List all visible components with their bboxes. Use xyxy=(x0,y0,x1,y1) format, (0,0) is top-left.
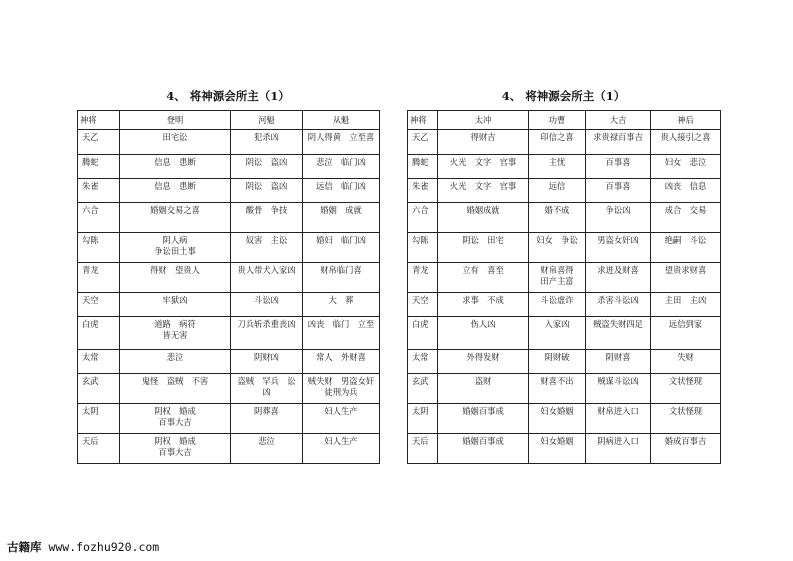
left-panel xyxy=(77,86,379,464)
right-table-cell: 印信之喜 xyxy=(529,130,586,155)
right-table-cell: 求事 不成 xyxy=(438,293,529,317)
right-table-cell: 远信 xyxy=(529,179,586,203)
left-table-cell: 信息 患断 xyxy=(120,155,231,179)
right-table-cell: 成合 交易 xyxy=(651,203,721,233)
right-table-cell: 得财吉 xyxy=(438,130,529,155)
right-table-cell: 主田 主凶 xyxy=(651,293,721,317)
left-table-cell: 阴葬喜 xyxy=(231,404,303,434)
right-table-cell: 婚不成 xyxy=(529,203,586,233)
right-table-cell: 伤人凶 xyxy=(438,317,529,350)
right-table-row xyxy=(408,404,721,434)
right-row-name: 天后 xyxy=(408,434,438,464)
right-header-cell: 功曹 xyxy=(529,111,586,130)
left-table-cell: 田宅讼 xyxy=(120,130,231,155)
left-table-cell: 牢狱凶 xyxy=(120,293,231,317)
footer xyxy=(7,539,159,555)
left-row-name: 青龙 xyxy=(78,263,120,293)
right-table-cell: 财帛进入口 xyxy=(586,404,651,434)
right-table-cell: 凶丧 信息 xyxy=(651,179,721,203)
right-row-name: 青龙 xyxy=(408,263,438,293)
left-row-name: 太阴 xyxy=(78,404,120,434)
left-header-cell: 河魁 xyxy=(231,111,303,130)
right-row-name: 太常 xyxy=(408,350,438,374)
right-table-cell: 求进及财喜 xyxy=(586,263,651,293)
left-table-cell: 常人 外财喜 xyxy=(303,350,380,374)
right-table-cell: 贼谋斗讼凶 xyxy=(586,374,651,404)
right-table-cell: 阴病进入口 xyxy=(586,434,651,464)
right-table-row xyxy=(408,350,721,374)
right-table-cell: 妇女婚姻 xyxy=(529,404,586,434)
right-header-cell: 大吉 xyxy=(586,111,651,130)
right-table-row xyxy=(408,293,721,317)
right-table-row xyxy=(408,374,721,404)
right-table-cell: 文状怪现 xyxy=(651,404,721,434)
right-table xyxy=(407,110,721,464)
left-table-row xyxy=(78,179,380,203)
left-table-cell: 酸骨 争技 xyxy=(231,203,303,233)
left-table-cell: 刀兵斩杀重丧凶 xyxy=(231,317,303,350)
right-row-name: 白虎 xyxy=(408,317,438,350)
left-table-cell: 妇人生产 xyxy=(303,404,380,434)
right-table-cell: 男盗女奸凶 xyxy=(586,233,651,263)
left-row-name: 朱雀 xyxy=(78,179,120,203)
left-row-name: 天后 xyxy=(78,434,120,464)
right-row-name: 朱雀 xyxy=(408,179,438,203)
right-table-cell: 绝嗣 斗讼 xyxy=(651,233,721,263)
left-row-name: 勾陈 xyxy=(78,233,120,263)
left-row-name: 腾蛇 xyxy=(78,155,120,179)
left-table-cell: 阴权 婚成 百事大吉 xyxy=(120,434,231,464)
left-table-cell: 信息 患断 xyxy=(120,179,231,203)
right-table-cell: 盗财 xyxy=(438,374,529,404)
left-table-cell: 远信 临门凶 xyxy=(303,179,380,203)
right-row-name: 天乙 xyxy=(408,130,438,155)
left-table-cell: 妇人生产 xyxy=(303,434,380,464)
left-table-cell: 悲泣 xyxy=(120,350,231,374)
left-row-name: 天乙 xyxy=(78,130,120,155)
footer-site-name: 古籍库 xyxy=(7,540,42,554)
right-table-row xyxy=(408,203,721,233)
left-table-cell: 斗讼凶 xyxy=(231,293,303,317)
left-table-cell: 得财 望贵人 xyxy=(120,263,231,293)
right-row-name: 六合 xyxy=(408,203,438,233)
right-table-cell: 求贵禄百事吉 xyxy=(586,130,651,155)
left-header-cell: 从魁 xyxy=(303,111,380,130)
footer-url[interactable]: www.fozhu920.com xyxy=(48,540,160,554)
left-table-cell: 鬼怪 盗贼 不害 xyxy=(120,374,231,404)
right-table-cell: 贼盗失财四足 xyxy=(586,317,651,350)
left-row-name: 太常 xyxy=(78,350,120,374)
left-table-cell: 悲泣 xyxy=(231,434,303,464)
left-table-cell: 道路 病符 皆无害 xyxy=(120,317,231,350)
right-table-row xyxy=(408,155,721,179)
left-table-cell: 财帛临门喜 xyxy=(303,263,380,293)
left-table-cell: 阴人得黄 立至喜 xyxy=(303,130,380,155)
left-table-cell: 悲泣 临门凶 xyxy=(303,155,380,179)
left-table-row xyxy=(78,374,380,404)
left-table-cell: 贵人带犬入家凶 xyxy=(231,263,303,293)
right-header-cell: 太冲 xyxy=(438,111,529,130)
right-table-row xyxy=(408,179,721,203)
left-table-cell: 大 葬 xyxy=(303,293,380,317)
right-table-cell: 争讼凶 xyxy=(586,203,651,233)
left-table-cell: 阴讼 盗凶 xyxy=(231,179,303,203)
right-table-cell: 杀害斗讼凶 xyxy=(586,293,651,317)
left-table-cell: 婚妇 临门凶 xyxy=(303,233,380,263)
left-table-row xyxy=(78,350,380,374)
left-title: 4、 将神源会所主（1） xyxy=(166,89,290,103)
right-table-row xyxy=(408,317,721,350)
right-table-cell: 婚成百事吉 xyxy=(651,434,721,464)
right-table-cell: 火光 文字 官事 xyxy=(438,155,529,179)
right-header-row xyxy=(408,111,721,130)
right-header-cell: 神后 xyxy=(651,111,721,130)
right-table-cell: 远信到家 xyxy=(651,317,721,350)
left-table-cell: 阴财凶 xyxy=(231,350,303,374)
right-table-cell: 望贵求财喜 xyxy=(651,263,721,293)
right-table-cell: 妇女 争讼 xyxy=(529,233,586,263)
left-table-row xyxy=(78,317,380,350)
left-table-cell: 阴人病 争讼田土事 xyxy=(120,233,231,263)
left-row-name: 天空 xyxy=(78,293,120,317)
right-table-cell: 火光 文字 官事 xyxy=(438,179,529,203)
right-row-name: 玄武 xyxy=(408,374,438,404)
left-table-cell: 犯杀凶 xyxy=(231,130,303,155)
right-table-row xyxy=(408,263,721,293)
right-table-row xyxy=(408,233,721,263)
right-table-cell: 财喜不出 xyxy=(529,374,586,404)
left-table-cell: 贼失财 男盗女奸 徒刑为兵 xyxy=(303,374,380,404)
right-table-row xyxy=(408,434,721,464)
left-row-name: 白虎 xyxy=(78,317,120,350)
right-header-cell: 神将 xyxy=(408,111,438,130)
right-table-cell: 外得发财 xyxy=(438,350,529,374)
right-row-name: 太阴 xyxy=(408,404,438,434)
left-table-row xyxy=(78,130,380,155)
right-table-row xyxy=(408,130,721,155)
right-table-cell: 百事喜 xyxy=(586,179,651,203)
left-row-name: 玄武 xyxy=(78,374,120,404)
left-table-row xyxy=(78,263,380,293)
right-table-cell: 婚姻百事成 xyxy=(438,404,529,434)
left-row-name: 六合 xyxy=(78,203,120,233)
left-table-cell: 奴害 主讼 xyxy=(231,233,303,263)
right-row-name: 腾蛇 xyxy=(408,155,438,179)
left-header-cell: 登明 xyxy=(120,111,231,130)
left-table-row xyxy=(78,404,380,434)
right-table-cell: 阴讼 田宅 xyxy=(438,233,529,263)
left-header-cell: 神将 xyxy=(78,111,120,130)
left-table-cell: 婚姻交易之喜 xyxy=(120,203,231,233)
left-header-row xyxy=(78,111,380,130)
right-table-cell: 财帛喜得 田产主富 xyxy=(529,263,586,293)
left-table-cell: 盗贼 罕兵 讼 凶 xyxy=(231,374,303,404)
left-table-cell: 凶丧 临门 立至 xyxy=(303,317,380,350)
left-table-row xyxy=(78,203,380,233)
right-table-cell: 立有 喜至 xyxy=(438,263,529,293)
right-table-cell: 失财 xyxy=(651,350,721,374)
left-table-row xyxy=(78,233,380,263)
left-table-row xyxy=(78,434,380,464)
right-row-name: 天空 xyxy=(408,293,438,317)
right-table-cell: 文状怪现 xyxy=(651,374,721,404)
right-table-cell: 主忧 xyxy=(529,155,586,179)
left-table xyxy=(77,110,380,464)
right-row-name: 勾陈 xyxy=(408,233,438,263)
right-table-cell: 婚姻百事成 xyxy=(438,434,529,464)
right-table-cell: 婚姻成就 xyxy=(438,203,529,233)
left-table-cell: 阴权 婚成 百事大吉 xyxy=(120,404,231,434)
right-table-cell: 妇女婚姻 xyxy=(529,434,586,464)
right-table-cell: 阴财破 xyxy=(529,350,586,374)
right-table-cell: 阴财喜 xyxy=(586,350,651,374)
right-table-cell: 贵人接引之喜 xyxy=(651,130,721,155)
right-table-cell: 斗讼虚诈 xyxy=(529,293,586,317)
right-title: 4、 将神源会所主（1） xyxy=(501,89,626,103)
right-table-cell: 入家凶 xyxy=(529,317,586,350)
left-table-cell: 阴讼 盗凶 xyxy=(231,155,303,179)
right-table-cell: 妇女 悲泣 xyxy=(651,155,721,179)
left-table-row xyxy=(78,293,380,317)
left-table-cell: 婚姻 成就 xyxy=(303,203,380,233)
right-panel xyxy=(407,86,720,464)
left-table-row xyxy=(78,155,380,179)
right-table-cell: 百事喜 xyxy=(586,155,651,179)
